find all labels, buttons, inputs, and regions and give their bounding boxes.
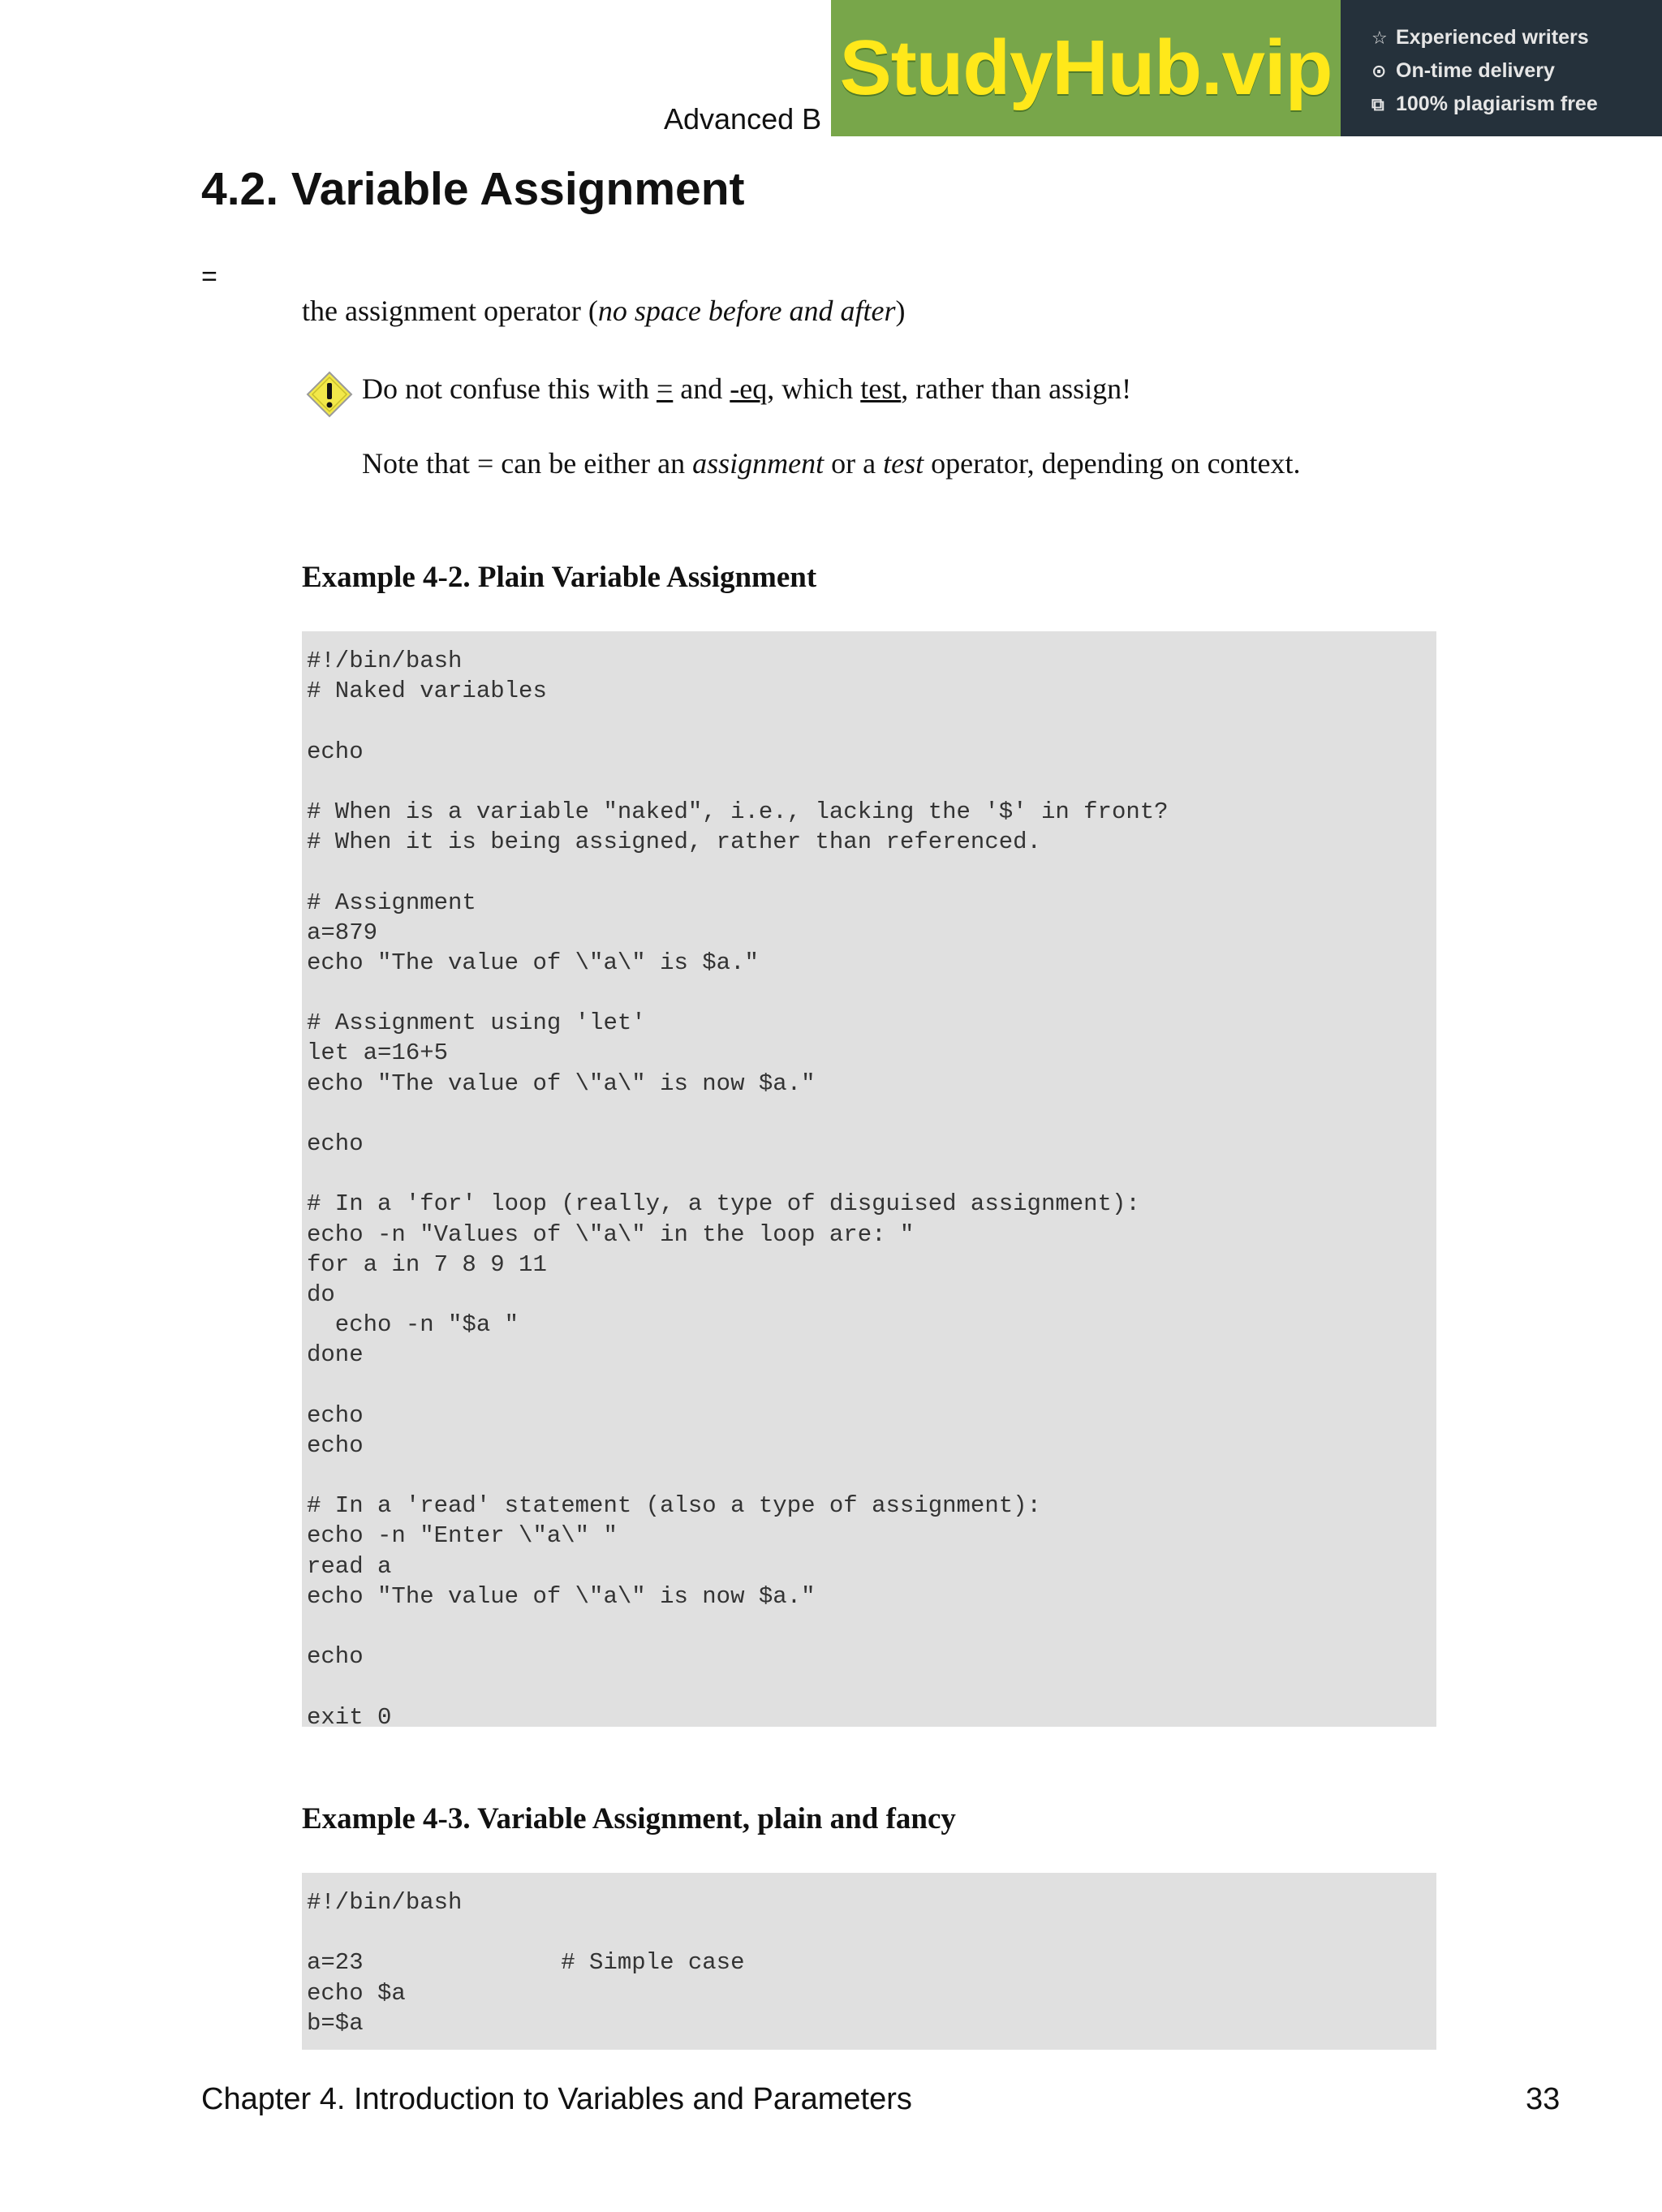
code-line bbox=[307, 1099, 1436, 1129]
code-line: echo $a bbox=[307, 1979, 406, 2007]
code-line bbox=[307, 1672, 1436, 1702]
note-text bbox=[362, 446, 1301, 480]
banner-feature-text: Experienced writers bbox=[1396, 26, 1589, 49]
warning-t2: and bbox=[673, 372, 730, 405]
code-block-example-4-3 bbox=[302, 1873, 1436, 2050]
code-line: #!/bin/bash bbox=[307, 1889, 463, 1916]
code-line: # Naked variables bbox=[307, 678, 547, 705]
warning-t1: Do not confuse this with bbox=[362, 372, 657, 405]
code-line: # When it is being assigned, rather than referenced. bbox=[307, 828, 1041, 856]
code-line: echo "The value of \"a\" is now $a." bbox=[307, 1582, 816, 1610]
definition-text bbox=[302, 294, 905, 328]
code-line: echo -n "Enter \"a\" " bbox=[307, 1522, 618, 1550]
warning-t4: , rather than assign! bbox=[901, 372, 1132, 405]
code-line: echo bbox=[307, 1643, 364, 1671]
definition-prefix: the assignment operator ( bbox=[302, 295, 598, 327]
code-line: # Assignment bbox=[307, 889, 476, 916]
code-block-example-4-2 bbox=[302, 631, 1436, 1727]
code-line: done bbox=[307, 1341, 364, 1369]
code-line: for a in 7 8 9 11 bbox=[307, 1250, 547, 1278]
code-line: echo -n "Values of \"a\" in the loop are: " bbox=[307, 1220, 915, 1248]
code-line bbox=[307, 978, 1436, 1008]
code-line: echo bbox=[307, 1431, 364, 1459]
note-t3: operator, depending on context. bbox=[924, 447, 1301, 480]
code-line: let a=16+5 bbox=[307, 1039, 449, 1067]
code-line: #!/bin/bash bbox=[307, 648, 463, 674]
note-emph-assignment: assignment bbox=[692, 447, 825, 480]
banner-logo-area[interactable] bbox=[831, 0, 1341, 136]
star-icon: ☆ bbox=[1371, 27, 1388, 48]
example-4-2-title: Example 4-2. Plain Variable Assignment bbox=[302, 561, 817, 594]
footer-chapter-title: Chapter 4. Introduction to Variables and Parameters bbox=[201, 2082, 912, 2116]
code-line bbox=[307, 857, 1436, 887]
warning-text bbox=[362, 372, 1131, 406]
banner-feature bbox=[1371, 54, 1662, 88]
code-line: read a bbox=[307, 1552, 392, 1580]
code-line bbox=[307, 1159, 1436, 1189]
running-header: Advanced B bbox=[664, 102, 822, 136]
note-t1: Note that = can be either an bbox=[362, 447, 693, 480]
code-line: # When is a variable "naked", i.e., lacking the '$' in front? bbox=[307, 798, 1169, 825]
code-line: # Assignment using 'let' bbox=[307, 1009, 646, 1037]
code-line: echo -n "$a " bbox=[307, 1311, 519, 1339]
section-title: 4.2. Variable Assignment bbox=[201, 163, 745, 215]
code-line: a=879 bbox=[307, 919, 378, 946]
code-line bbox=[307, 1371, 1436, 1401]
note-emph-test: test bbox=[883, 447, 924, 480]
code-line bbox=[307, 1612, 1436, 1642]
code-line: echo bbox=[307, 1401, 364, 1429]
studyhub-logo[interactable]: StudyHub.vip bbox=[839, 24, 1333, 111]
code-line: echo "The value of \"a\" is now $a." bbox=[307, 1069, 816, 1097]
footer-page-number: 33 bbox=[1526, 2082, 1561, 2116]
banner-feature bbox=[1371, 21, 1662, 54]
warning-t3: , which bbox=[767, 372, 861, 405]
code-line: echo bbox=[307, 1130, 364, 1157]
banner-feature-text: 100% plagiarism free bbox=[1396, 93, 1598, 115]
studyhub-banner[interactable] bbox=[831, 0, 1662, 136]
code-line: b=$a bbox=[307, 2009, 364, 2037]
warning-icon bbox=[305, 370, 354, 419]
code-line: # In a 'read' statement (also a type of assignment): bbox=[307, 1492, 1041, 1520]
code-line: a=23 # Simple case bbox=[307, 1949, 745, 1977]
code-line bbox=[307, 1917, 1436, 1947]
test-link[interactable]: test bbox=[860, 372, 902, 405]
banner-feature bbox=[1371, 88, 1662, 121]
equals-link[interactable]: = bbox=[656, 372, 674, 405]
banner-features bbox=[1341, 0, 1662, 136]
code-line: # In a 'for' loop (really, a type of disguised assignment): bbox=[307, 1190, 1140, 1218]
definition-emphasis: no space before and after bbox=[597, 295, 896, 327]
code-line: echo "The value of \"a\" is $a." bbox=[307, 949, 759, 976]
copy-icon: ⧉ bbox=[1371, 93, 1384, 114]
code-line: echo bbox=[307, 738, 364, 765]
code-line bbox=[307, 1461, 1436, 1491]
code-line bbox=[307, 767, 1436, 797]
code-line bbox=[307, 706, 1436, 736]
code-line: exit 0 bbox=[307, 1703, 392, 1727]
term-equals: = bbox=[201, 261, 217, 292]
banner-feature-text: On-time delivery bbox=[1396, 59, 1555, 82]
eq-link[interactable]: -eq bbox=[730, 372, 768, 405]
note-t2: or a bbox=[824, 447, 884, 480]
code-line: do bbox=[307, 1280, 335, 1308]
definition-suffix: ) bbox=[895, 295, 906, 327]
clock-icon: ⊙ bbox=[1371, 60, 1387, 81]
example-4-3-title: Example 4-3. Variable Assignment, plain and fancy bbox=[302, 1802, 956, 1835]
